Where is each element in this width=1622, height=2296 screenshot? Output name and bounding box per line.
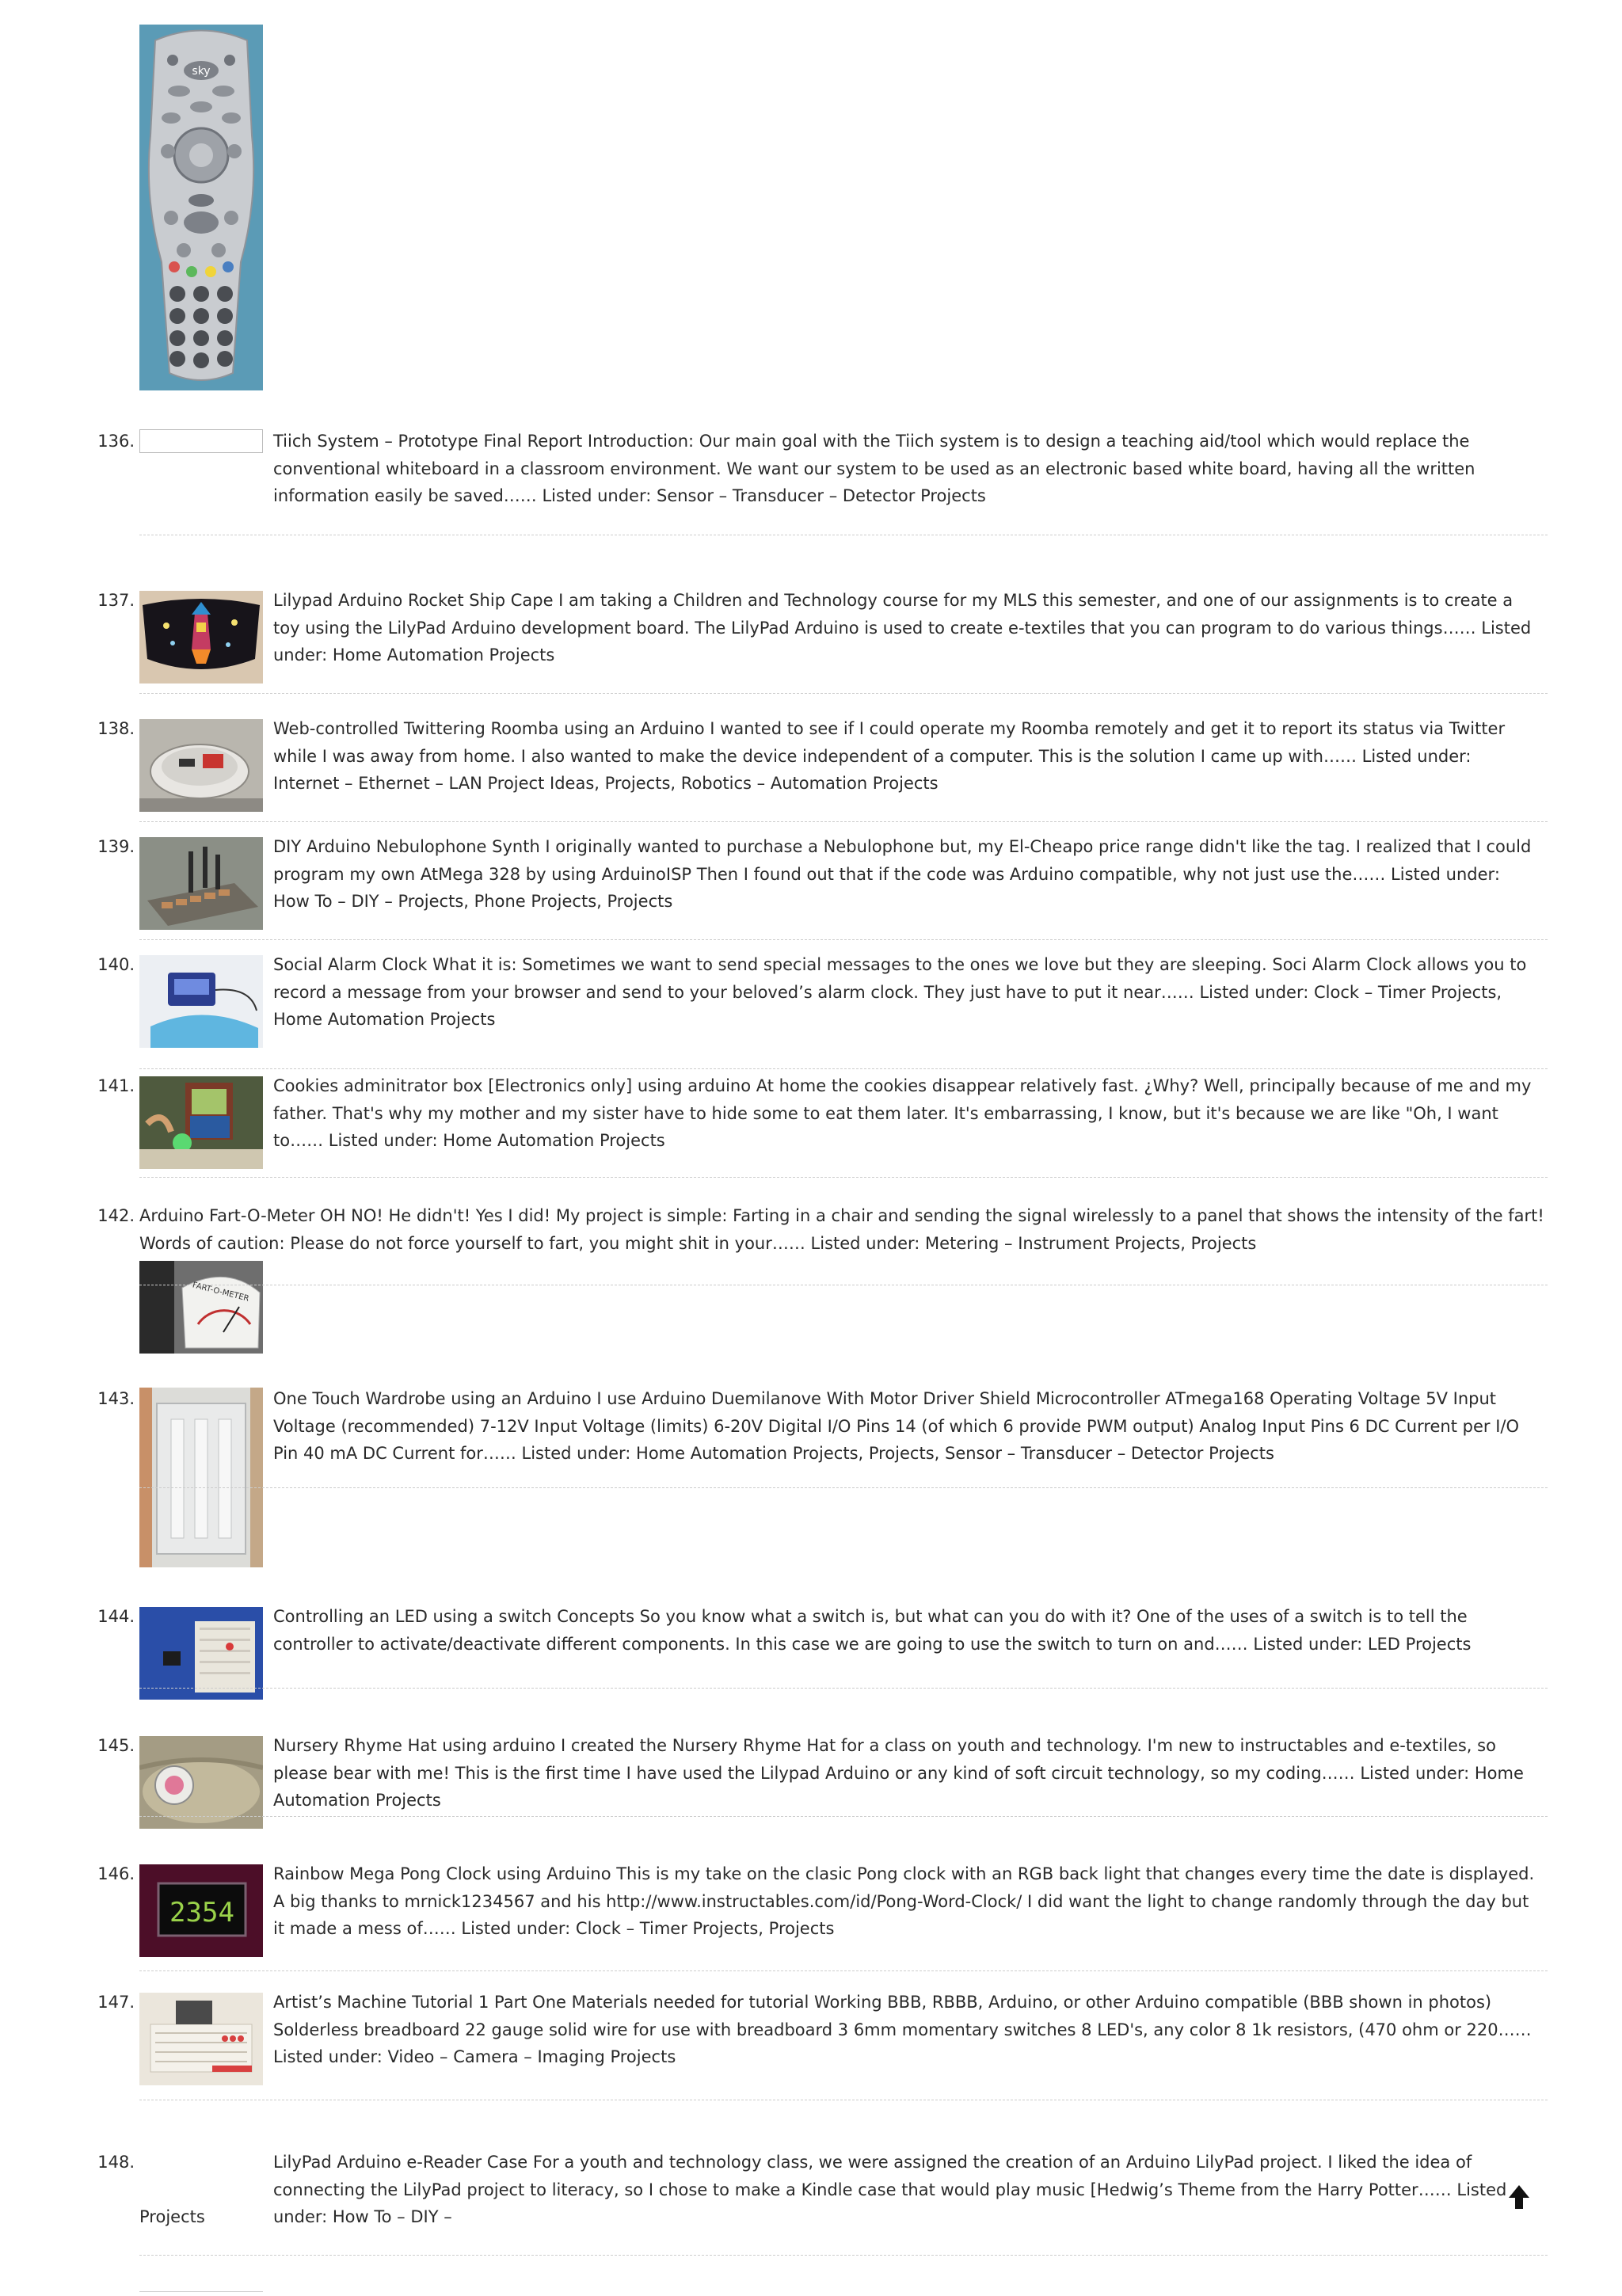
arrow-up-icon (1507, 2184, 1531, 2210)
item-description[interactable]: One Touch Wardrobe using an Arduino I use Arduino Duemilanove With Motor Driver Shield Microcontroller ATmega168 Operating Voltage 5V Input Voltage (recommended) 7-12V Input Voltage (limits) 6-20V Digital I/O Pins 14 (of which 6 provide PWM output) Analog Input Pins 6 DC Current per I/O Pin 40 mA DC Current for…… Listed under: Home Automation Projects, Projects, Sensor – Transducer – Detector Projects (273, 1389, 1520, 1463)
item-description[interactable]: Arduino Fart-O-Meter OH NO! He didn't! Yes I did! My project is simple: Farting in a chair and sending the signal wirelessly to a panel that shows the intensity of the fart! Words of caution: Please do not force yourself to fart, you might shit in your…… Listed under: Metering – Instrument Projects, Projects (139, 1206, 1544, 1253)
artists-machine-thumbnail[interactable] (139, 1993, 263, 2085)
divider (139, 1816, 1548, 1817)
item-number: 142. (97, 1206, 135, 1225)
nursery-hat-image (139, 1736, 263, 1829)
fart-o-meter-image (139, 1261, 263, 1354)
divider (139, 2255, 1548, 2256)
wardrobe-thumbnail[interactable] (139, 1388, 263, 1567)
item-description[interactable]: Artist’s Machine Tutorial 1 Part One Materials needed for tutorial Working BBB, RBBB, Arduino, or other Arduino compatible (BBB shown in photos) Solderless breadboard 22 gauge solid wire for use with breadboard 3 6mm momentary switches 8 LED's, any color 8 1k resistors, (470 ohm or 220…… Listed under: Video – Camera – Imaging Projects (273, 1993, 1532, 2066)
nursery-rhyme-hat-thumbnail[interactable] (139, 1736, 263, 1829)
fart-o-meter-thumbnail[interactable] (139, 1261, 263, 1354)
item-description[interactable]: Nursery Rhyme Hat using arduino I created the Nursery Rhyme Hat for a class on youth and technology. I'm new to instructables and e-textiles, so please bear with me! This is the first time I have used the Lilypad Arduino or any kind of soft circuit technology, so my coding…… Listed under: Home Automation Projects (273, 1736, 1524, 1810)
cookie-box-thumbnail[interactable] (139, 1076, 263, 1169)
nebulophone-thumbnail[interactable] (139, 837, 263, 930)
divider (139, 1970, 1548, 1971)
divider (139, 1177, 1548, 1178)
item-number: 140. (97, 955, 135, 974)
item-number: 143. (97, 1389, 135, 1408)
divider (139, 821, 1548, 822)
rocket-cape-image (139, 591, 263, 683)
item-description[interactable]: Lilypad Arduino Rocket Ship Cape I am taking a Children and Technology course for my MLS this semester, and one of our assignments is to create a toy using the LilyPad Arduino development board. The LilyPad Arduino is used to create e-textiles that you can program to do various things…… Listed under: Home Automation Projects (273, 591, 1532, 664)
divider (139, 939, 1548, 940)
item-number: 146. (97, 1864, 135, 1883)
alarm-clock-image (139, 955, 263, 1048)
item-number: 141. (97, 1076, 135, 1095)
item-description-tail[interactable]: Projects (139, 2207, 205, 2226)
nebulophone-image (139, 837, 263, 930)
rocket-cape-thumbnail[interactable] (139, 591, 263, 683)
item-description[interactable]: Controlling an LED using a switch Concepts So you know what a switch is, but what can you do with it? One of the uses of a switch is to tell the controller to activate/deactivate different components. In this case we are going to use the switch to turn on and…… Listed under: LED Projects (273, 1607, 1472, 1654)
item-description[interactable]: DIY Arduino Nebulophone Synth I originally wanted to purchase a Nebulophone but, my El-Cheapo price range didn't like the tag. I realized that I could program my own AtMega 328 by using ArduinoISP Then I found out that if the code was Arduino compatible, why not just use the…… Listed under: How To – DIY – Projects, Phone Projects, Projects (273, 837, 1532, 911)
roomba-image (139, 719, 263, 812)
item-number: 136. (97, 432, 135, 451)
pong-clock-digits: 2354 (169, 1897, 234, 1929)
wardrobe-image (139, 1388, 263, 1567)
roomba-thumbnail[interactable] (139, 719, 263, 812)
item-number: 139. (97, 837, 135, 856)
broken-image-placeholder[interactable] (139, 429, 263, 453)
cookie-box-image (139, 1076, 263, 1169)
scroll-to-top-button[interactable] (1507, 2184, 1531, 2210)
item-number: 138. (97, 719, 135, 738)
item-number: 144. (97, 1607, 135, 1626)
divider (139, 1068, 1548, 1069)
breadboard-image (139, 1993, 263, 2085)
item-number: 148. (97, 2153, 135, 2172)
item-description[interactable]: Rainbow Mega Pong Clock using Arduino This is my take on the clasic Pong clock with an RGB back light that changes every time the date is displayed. A big thanks to mrnick1234567 and his http://www.instructables.com/id/Pong-Word-Clock/ I did want the light to change randomly through the day but it made a mess of…… Listed under: Clock – Timer Projects, Projects (273, 1864, 1535, 1938)
item-description[interactable]: Cookies adminitrator box [Electronics only] using arduino At home the cookies disappear relatively fast. ¿Why? Well, principally because of me and my father. That's why my mother and my sister have to hide some to eat them later. It's embarrassing, I know, but it's because we are like "Oh, I want to…… Listed under: Home Automation Projects (273, 1076, 1532, 1150)
fart-o-meter-label: FART-O-METER (191, 1281, 250, 1304)
next-item-thumbnail-edge (139, 2291, 263, 2296)
item-description[interactable]: Tiich System – Prototype Final Report Introduction: Our main goal with the Tiich system is to design a teaching aid/tool which would replace the conventional whiteboard in a classroom environment. We want our system to be used as an electronic based white board, having all the written information easily be saved…… Listed under: Sensor – Transducer – Detector Projects (273, 432, 1475, 505)
divider (139, 1487, 1548, 1488)
led-switch-thumbnail[interactable] (139, 1607, 263, 1700)
pong-clock-image (139, 1864, 263, 1957)
social-alarm-clock-thumbnail[interactable] (139, 955, 263, 1048)
led-switch-image (139, 1607, 263, 1700)
item-description[interactable]: LilyPad Arduino e-Reader Case For a youth and technology class, we were assigned the creation of an Arduino LilyPad project. I liked the idea of connecting the LilyPad project to literacy, so I chose to make a Kindle case that would play music [Hedwig’s Theme from the Harry Potter…… Listed under: How To – DIY – (273, 2153, 1507, 2226)
pong-clock-thumbnail[interactable] (139, 1864, 263, 1957)
remote-control-image[interactable] (139, 25, 263, 390)
remote-brand-text: sky (192, 65, 211, 78)
item-description[interactable]: Web-controlled Twittering Roomba using an Arduino I wanted to see if I could operate my Roomba remotely and get it to report its status via Twitter while I was away from home. I also wanted to make the device independent of a computer. This is the solution I came up with…… Listed under: Internet – Ethernet – LAN Project Ideas, Projects, Robotics – Automation Projects (273, 719, 1506, 793)
remote-control-illustration (139, 25, 263, 390)
item-number: 147. (97, 1993, 135, 2012)
item-number: 137. (97, 591, 135, 610)
item-number: 145. (97, 1736, 135, 1755)
item-description[interactable]: Social Alarm Clock What it is: Sometimes we want to send special messages to the ones we love but they are sleeping. Soci Alarm Clock allows you to record a message from your browser and send to your beloved’s alarm clock. They just have to put it near…… Listed under: Clock – Timer Projects, Home Automation Projects (273, 955, 1527, 1029)
divider (139, 1688, 1548, 1689)
divider (139, 693, 1548, 694)
